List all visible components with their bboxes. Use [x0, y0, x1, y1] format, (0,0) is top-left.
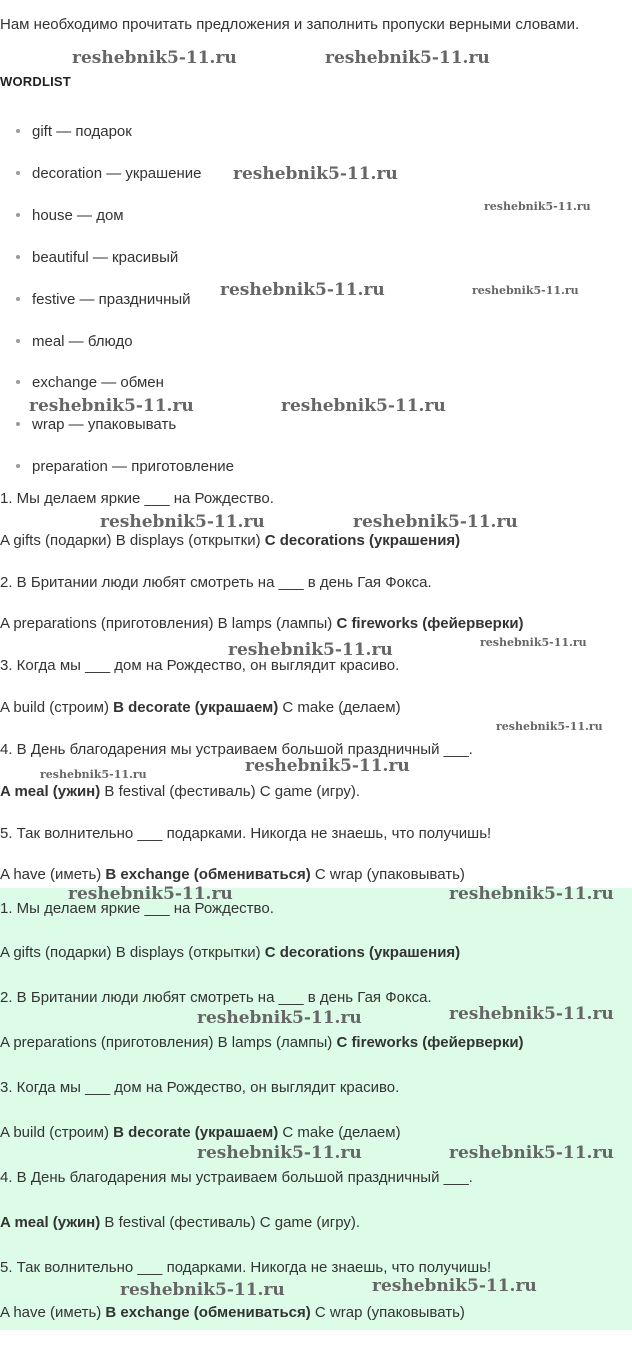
answer-options-1: A gifts (подарки) B displays (открытки) C decorations (украшения) [0, 532, 461, 549]
question-4: 4. В День благодарения мы устраиваем большой праздничный ___. [0, 741, 473, 758]
bullet-icon [16, 422, 20, 426]
watermark: reshebnik5-11.ru [233, 164, 398, 184]
bullet-icon [16, 339, 20, 343]
watermark: reshebnik5-11.ru [100, 512, 265, 532]
question-5: 5. Так волнительно ___ подарками. Никогда не знаешь, что получишь! [0, 825, 492, 842]
question-3: 3. Когда мы ___ дом на Рождество, он выглядит красиво. [0, 1079, 400, 1096]
watermark: reshebnik5-11.ru [220, 280, 385, 300]
correct-answer: C fireworks (фейерверки) [336, 615, 524, 632]
watermark: reshebnik5-11.ru [245, 756, 410, 776]
intro-text: Нам необходимо прочитать предложения и заполнить пропуски верными словами. [0, 16, 580, 33]
question-4: 4. В День благодарения мы устраиваем большой праздничный ___. [0, 1169, 473, 1186]
watermark: reshebnik5-11.ru [68, 884, 233, 904]
correct-answer: C decorations (украшения) [264, 532, 461, 549]
correct-answer: A meal (ужин) [0, 783, 101, 800]
answer-options-5: A have (иметь) B exchange (обмениваться) C wrap (упаковывать) [0, 866, 465, 883]
correct-answer: C fireworks (фейерверки) [336, 1034, 524, 1051]
watermark: reshebnik5-11.ru [449, 1004, 614, 1024]
wordlist-item: meal — блюдо [16, 332, 133, 352]
question-2: 2. В Британии люди любят смотреть на ___ в день Гая Фокса. [0, 574, 432, 591]
watermark: reshebnik5-11.ru [449, 884, 614, 904]
wordlist-item: preparation — приготовление [16, 457, 234, 477]
watermark: reshebnik5-11.ru [372, 1276, 537, 1296]
answer-options-4: A meal (ужин) B festival (фестиваль) C game (игру). [0, 1214, 361, 1231]
watermark: reshebnik5-11.ru [484, 200, 591, 213]
question-3: 3. Когда мы ___ дом на Рождество, он выглядит красиво. [0, 657, 400, 674]
bullet-icon [16, 464, 20, 468]
question-1: 1. Мы делаем яркие ___ на Рождество. [0, 900, 274, 917]
watermark: reshebnik5-11.ru [449, 1143, 614, 1163]
wordlist-item: gift — подарок [16, 122, 132, 142]
correct-answer: B decorate (украшаем) [113, 699, 279, 716]
answer-options-1: A gifts (подарки) B displays (открытки) C decorations (украшения) [0, 944, 461, 961]
wordlist-item: wrap — упаковывать [16, 415, 176, 435]
answer-options-5: A have (иметь) B exchange (обмениваться) C wrap (упаковывать) [0, 1304, 465, 1321]
bullet-icon [16, 297, 20, 301]
correct-answer: A meal (ужин) [0, 1214, 101, 1231]
answer-options-2: A preparations (приготовления) B lamps (лампы) C fireworks (фейерверки) [0, 615, 524, 632]
question-2: 2. В Британии люди любят смотреть на ___ в день Гая Фокса. [0, 989, 432, 1006]
answer-options-3: A build (строим) B decorate (украшаем) C make (делаем) [0, 1124, 401, 1141]
correct-answer: B exchange (обмениваться) [105, 866, 311, 883]
watermark: reshebnik5-11.ru [228, 640, 393, 660]
watermark: reshebnik5-11.ru [29, 396, 194, 416]
wordlist-item: house — дом [16, 206, 124, 226]
wordlist-item: festive — праздничный [16, 290, 191, 310]
watermark: reshebnik5-11.ru [325, 48, 490, 68]
bullet-icon [16, 380, 20, 384]
watermark: reshebnik5-11.ru [480, 636, 587, 649]
watermark: reshebnik5-11.ru [353, 512, 518, 532]
question-1: 1. Мы делаем яркие ___ на Рождество. [0, 490, 274, 507]
wordlist-item: decoration — украшение [16, 164, 202, 184]
bullet-icon [16, 255, 20, 259]
watermark: reshebnik5-11.ru [281, 396, 446, 416]
correct-answer: C decorations (украшения) [264, 944, 461, 961]
wordlist-item: exchange — обмен [16, 373, 164, 393]
watermark: reshebnik5-11.ru [120, 1280, 285, 1300]
answer-options-4: A meal (ужин) B festival (фестиваль) C game (игру). [0, 783, 361, 800]
watermark: reshebnik5-11.ru [472, 284, 579, 297]
watermark: reshebnik5-11.ru [72, 48, 237, 68]
bullet-icon [16, 129, 20, 133]
answer-options-3: A build (строим) B decorate (украшаем) C make (делаем) [0, 699, 401, 716]
correct-answer: B decorate (украшаем) [113, 1124, 279, 1141]
wordlist-title: WORDLIST [0, 74, 71, 89]
answer-options-2: A preparations (приготовления) B lamps (лампы) C fireworks (фейерверки) [0, 1034, 524, 1051]
watermark: reshebnik5-11.ru [496, 720, 603, 733]
watermark: reshebnik5-11.ru [197, 1008, 362, 1028]
watermark: reshebnik5-11.ru [197, 1143, 362, 1163]
bullet-icon [16, 213, 20, 217]
wordlist-item: beautiful — красивый [16, 248, 178, 268]
question-5: 5. Так волнительно ___ подарками. Никогда не знаешь, что получишь! [0, 1259, 492, 1276]
bullet-icon [16, 171, 20, 175]
watermark: reshebnik5-11.ru [40, 768, 147, 781]
correct-answer: B exchange (обмениваться) [105, 1304, 311, 1321]
